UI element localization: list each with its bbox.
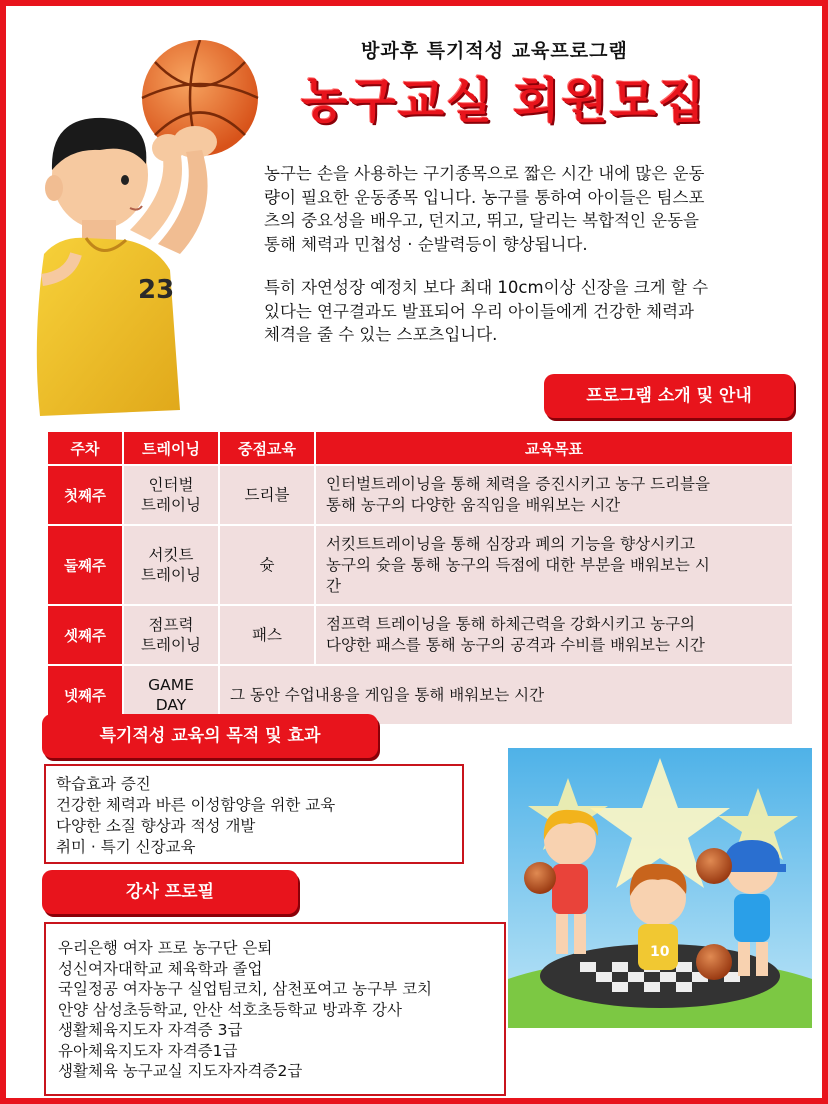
list-item: 우리은행 여자 프로 농구단 은퇴 [58,939,273,957]
week-cell: 넷째주 [47,665,123,725]
week-cell: 셋째주 [47,605,123,665]
training-line: DAY [155,696,187,714]
training-line: 트레이닝 [141,636,201,654]
list-item: 학습효과 증진 [56,775,151,793]
training-line: 트레이닝 [141,566,201,584]
table-row [47,605,793,665]
col-goal: 교육목표 [315,431,793,465]
intro-line: 체격을 줄 수 있는 스포츠입니다. [264,325,498,344]
goal-line: 통해 농구의 다양한 움직임을 배워보는 시간 [326,496,621,514]
intro-line: 있다는 연구결과도 발표되어 우리 아이들에게 건강한 체력과 [264,301,694,321]
goal-cell [315,465,793,525]
training-line: 서킷트 [148,546,194,564]
program-section-heading: 프로그램 소개 및 안내 [544,374,794,418]
training-cell [123,605,219,665]
training-line: 점프력 [148,616,194,634]
training-line: 인터벌 [148,476,194,494]
training-cell [123,525,219,605]
goal-line: 간 [326,576,341,595]
poster-title: 농구교실 회원모집 [301,73,707,129]
table-row [47,465,793,525]
goal-line: 인터벌트레이닝을 통해 체력을 증진시키고 농구 드리블을 [326,475,710,493]
intro-paragraph-2 [264,276,794,347]
week-cell: 둘째주 [47,525,123,605]
col-training: 트레이닝 [123,431,219,465]
training-cell [123,465,219,525]
list-item: 생활체육지도자 자격증 3급 [58,1021,243,1039]
intro-line: 특히 자연성장 예정치 보다 최대 10cm이상 신장을 크게 할 수 [264,278,709,297]
focus-cell: 슛 [219,525,315,605]
goal-line: 농구의 슛을 통해 농구의 득점에 대한 부분을 배워보는 시 [326,555,710,574]
col-week: 주차 [47,431,123,465]
list-item: 생활체육 농구교실 지도자자격증2급 [58,1062,303,1080]
purpose-section-heading: 특기적성 교육의 목적 및 효과 [42,714,378,758]
list-item: 유아체육지도자 자격증1급 [58,1041,238,1060]
purpose-list [44,764,464,864]
intro-line: 농구는 손을 사용하는 구기종목으로 짧은 시간 내에 많은 운동 [264,164,705,183]
table-row [47,525,793,605]
goal-line: 그 동안 수업내용을 게임을 통해 배워보는 시간 [230,685,545,704]
goal-line: 다양한 패스를 통해 농구의 공격과 수비를 배워보는 시간 [326,636,705,654]
intro-line: 량이 필요한 운동종목 입니다. 농구를 통하여 아이들은 팀스포 [264,187,705,207]
training-line: GAME [148,676,194,694]
intro-paragraph-1 [264,162,794,256]
boy-shooting-basketball-illustration [30,40,266,420]
poster-subtitle: 방과후 특기적성 교육프로그램 [361,40,628,62]
col-focus: 중점교육 [219,431,315,465]
goal-cell [315,525,793,605]
svg-text:23: 23 [138,275,175,305]
instructor-profile [44,922,506,1096]
focus-cell: 드리블 [219,465,315,525]
list-item: 취미 · 특기 신장교육 [56,838,196,856]
cartoon-kids-playing-basketball-illustration [508,748,812,1028]
training-line: 트레이닝 [141,496,201,514]
week-cell: 첫째주 [47,465,123,525]
goal-line: 점프력 트레이닝을 통해 하체근력을 강화시키고 농구의 [326,615,696,633]
list-item: 건강한 체력과 바른 이성함양을 위한 교육 [56,796,336,814]
list-item: 성신여자대학교 체육학과 졸업 [58,959,263,978]
focus-cell: 패스 [219,605,315,665]
svg-text:10: 10 [650,944,670,960]
intro-line: 츠의 중요성을 배우고, 던지고, 뛰고, 달리는 복합적인 운동을 [264,211,699,230]
list-item: 안양 삼성초등학교, 안산 석호초등학교 방과후 강사 [58,1000,402,1019]
intro-line: 통해 체력과 민첩성 · 순발력등이 향상됩니다. [264,234,588,254]
program-table [46,430,794,726]
program-table-header [47,431,793,465]
goal-cell [315,605,793,665]
instructor-section-heading: 강사 프로필 [42,870,298,914]
list-item: 국일정공 여자농구 실업팀코치, 삼천포여고 농구부 코치 [58,980,432,998]
goal-line: 서킷트트레이닝을 통해 심장과 폐의 기능을 향상시키고 [326,534,696,553]
list-item: 다양한 소질 향상과 적성 개발 [56,817,256,835]
